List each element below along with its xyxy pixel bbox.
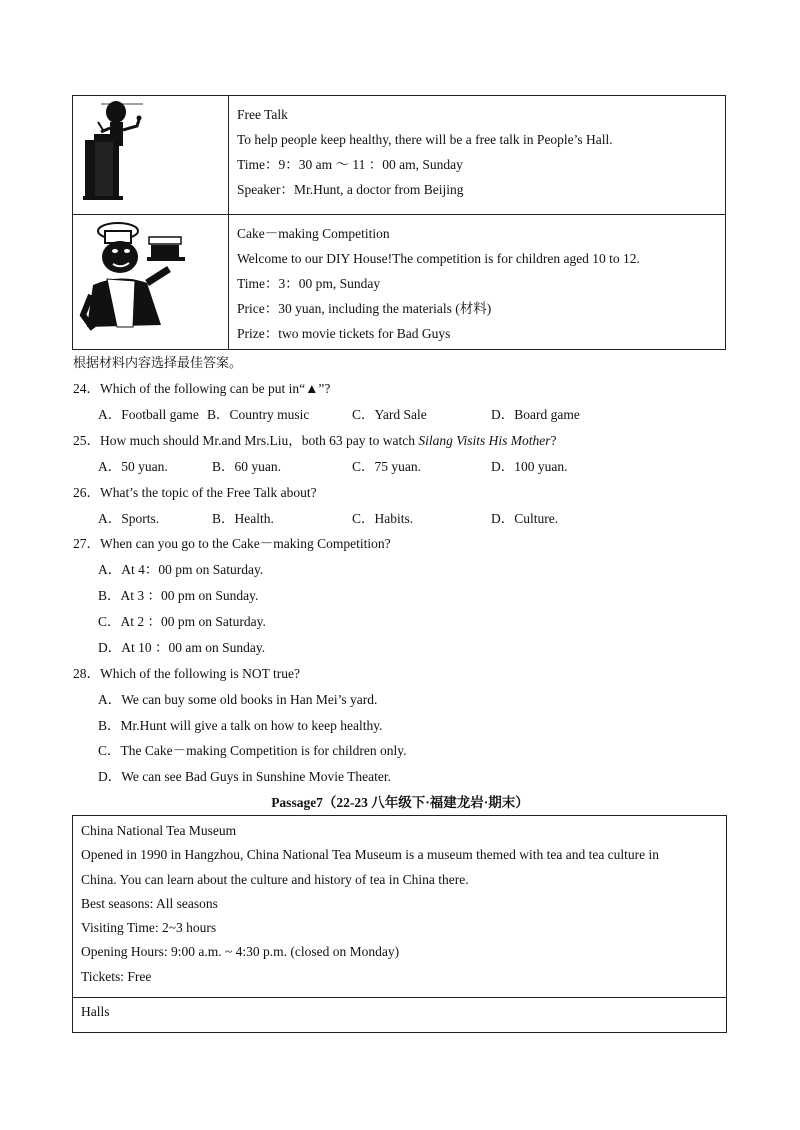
free-talk-title: Free Talk: [237, 107, 288, 122]
q27-option-b: B．At 3 ：00 pm on Sunday.: [98, 588, 259, 603]
free-talk-speaker: Speaker：Mr.Hunt, a doctor from Beijing: [237, 182, 464, 197]
q27-option-d: D．At 10 ：00 am on Sunday.: [98, 640, 266, 655]
q26-option-c: C．Habits.: [352, 511, 414, 526]
cake-price: Price：30 yuan, including the materials (材料): [237, 301, 492, 316]
visiting-time: Visiting Time: 2~3 hours: [81, 920, 217, 935]
q24-option-a: A．Football game: [98, 407, 199, 422]
free-talk-desc: To help people keep healthy, there will be a free talk in People’s Hall.: [237, 132, 613, 147]
opening-hours: Opening Hours: 9:00 a.m. ~ 4:30 p.m. (closed on Monday): [81, 944, 400, 959]
cake-competition-row: [73, 215, 725, 350]
q28-option-c: C．The Cake－making Competition is for children only.: [98, 743, 407, 758]
free-talk-time: Time：9：30 am ～ 11 ：00 am, Sunday: [237, 157, 463, 172]
q26-option-a: A．Sports.: [98, 511, 160, 526]
q24-option-b: B．Country music: [207, 407, 310, 422]
q24-option-c: C．Yard Sale: [352, 407, 427, 422]
best-seasons: Best seasons: All seasons: [81, 896, 218, 911]
free-talk-row: [73, 96, 725, 215]
q28-option-a: A．We can buy some old books in Han Mei’s yard.: [98, 692, 378, 707]
q28-option-b: B．Mr.Hunt will give a talk on how to keep healthy.: [98, 718, 383, 733]
speaker-at-podium-icon: [73, 96, 229, 214]
q26-option-b: B．Health.: [212, 511, 274, 526]
tickets: Tickets: Free: [81, 969, 152, 984]
question-26: 26．What’s the topic of the Free Talk about?: [73, 485, 317, 500]
cake-time: Time：3：00 pm, Sunday: [237, 276, 381, 291]
instruction: 根据材料内容选择最佳答案。: [73, 356, 243, 371]
cake-desc: Welcome to our DIY House!The competition is for children aged 10 to 12.: [237, 251, 640, 266]
halls-label: Halls: [81, 1004, 110, 1019]
q25-stem-italic: Silang Visits His Mother: [418, 433, 551, 448]
passage-title: Passage7（22-23 八年级下·福建龙岩·期末）: [271, 795, 529, 810]
museum-table: [72, 815, 727, 1033]
q26-option-d: D．Culture.: [491, 511, 559, 526]
museum-intro-1: Opened in 1990 in Hangzhou, China National Tea Museum is a museum themed with tea and tea culture in: [81, 847, 660, 862]
chef-illustration: [73, 215, 229, 350]
question-28: 28．Which of the following is NOT true?: [73, 666, 300, 681]
cake-prize: Prize：two movie tickets for Bad Guys: [237, 326, 451, 341]
q25-option-d: D．100 yuan.: [491, 459, 568, 474]
free-talk-info: [237, 106, 719, 206]
cake-title: Cake－making Competition: [237, 226, 390, 241]
question-27: 27．When can you go to the Cake－making Competition?: [73, 536, 391, 551]
q25-option-a: A．50 yuan.: [98, 459, 168, 474]
q25-stem-post: ?: [550, 433, 557, 448]
chef-with-cake-icon: [73, 215, 229, 349]
table-divider: [73, 997, 726, 998]
q25-option-b: B．60 yuan.: [212, 459, 281, 474]
q25-option-c: C．75 yuan.: [352, 459, 421, 474]
q24-option-d: D．Board game: [491, 407, 580, 422]
question-25: [73, 429, 557, 449]
events-table: [72, 95, 726, 350]
q27-option-c: C．At 2 ：00 pm on Saturday.: [98, 614, 266, 629]
q28-option-d: D．We can see Bad Guys in Sunshine Movie Theater.: [98, 769, 391, 784]
cake-info: [237, 225, 719, 350]
museum-intro-2: China. You can learn about the culture and history of tea in China there.: [81, 872, 469, 887]
speaker-illustration: [73, 96, 229, 214]
question-24: 24．Which of the following can be put in“▲”?: [73, 381, 331, 396]
q25-stem-pre: 25．How much should Mr.and Mrs.Liu，both 63 pay to watch: [73, 433, 419, 448]
museum-name: China National Tea Museum: [81, 823, 237, 838]
q27-option-a: A．At 4：00 pm on Saturday.: [98, 562, 264, 577]
